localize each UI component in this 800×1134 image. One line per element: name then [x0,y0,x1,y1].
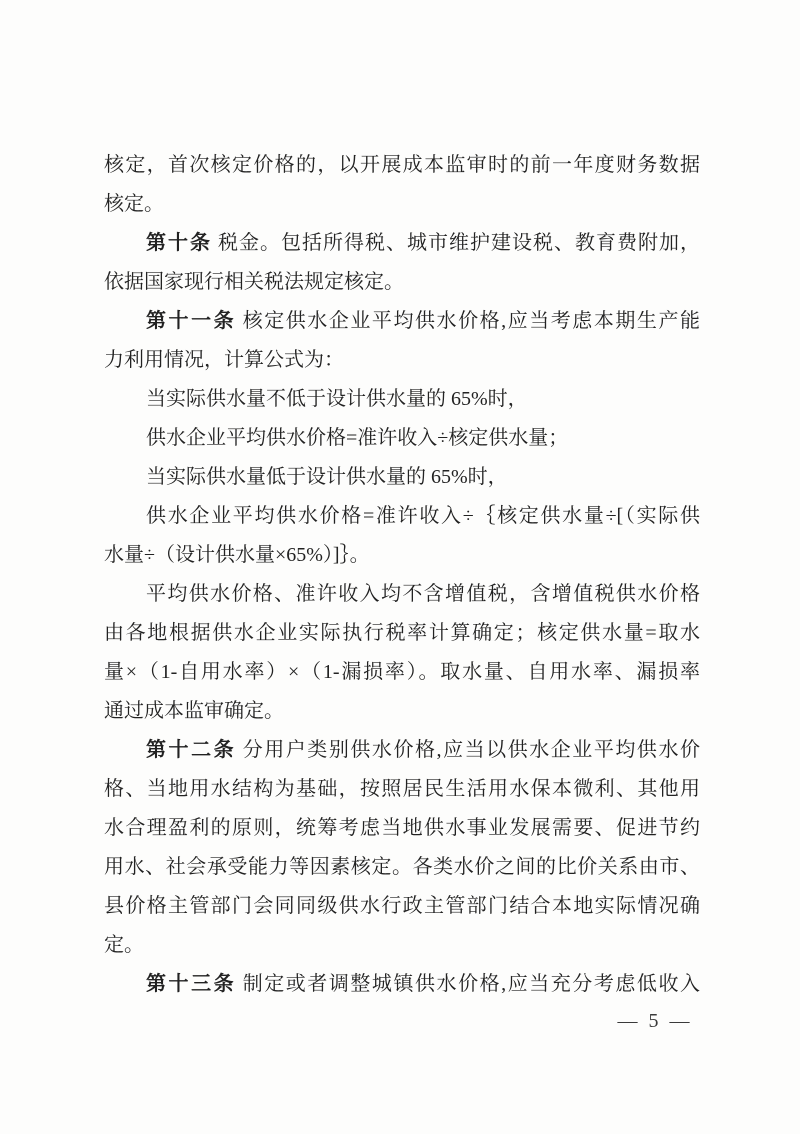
doc-line: 依据国家现行相关税法规定核定。 [104,271,404,293]
article-label: 第十三条 [146,973,237,995]
doc-line: 水合理盈利的原则，统筹考虑当地供水事业发展需要、促进节约 [104,817,700,839]
article-label: 第十条 [146,232,212,254]
doc-line [104,965,700,1004]
line-text: 税金。包括所得税、城市维护建设税、教育费附加， [212,232,700,254]
article-label: 第十一条 [146,310,237,332]
doc-line: 当实际供水量不低于设计供水量的 65%时， [146,388,528,410]
doc-line [104,731,700,770]
doc-line: 通过成本监审确定。 [104,700,284,722]
line-text: 分用户类别供水价格,应当以供水企业平均供水价 [236,739,701,761]
doc-line: 供水企业平均供水价格=准许收入÷核定供水量； [146,427,569,449]
doc-line: 格、当地用水结构为基础，按照居民生活用水保本微利、其他用 [104,778,700,800]
doc-line: 平均供水价格、准许收入均不含增值税，含增值税供水价格 [146,583,700,605]
doc-line: 核定。 [104,193,164,215]
doc-line [104,224,700,263]
doc-line: 力利用情况，计算公式为： [104,349,344,371]
article-label: 第十二条 [146,739,237,761]
doc-line: 县价格主管部门会同同级供水行政主管部门结合本地实际情况确 [104,895,700,917]
doc-line: 定。 [104,934,144,956]
doc-line: 当实际供水量低于设计供水量的 65%时， [146,466,508,488]
page-number: — 5 — [617,1010,693,1032]
doc-line: 核定，首次核定价格的，以开展成本监审时的前一年度财务数据 [104,154,700,176]
doc-line: 量×（1-自用水率）×（1-漏损率）。取水量、自用水率、漏损率 [104,661,700,683]
doc-line: 用水、社会承受能力等因素核定。各类水价之间的比价关系由市、 [104,856,700,878]
line-text: 制定或者调整城镇供水价格,应当充分考虑低收入 [236,973,701,995]
document-text-block [104,146,700,1004]
doc-line: 由各地根据供水企业实际执行税率计算确定；核定供水量=取水 [104,622,700,644]
line-text: 核定供水企业平均供水价格,应当考虑本期生产能 [236,310,701,332]
doc-line: 水量÷（设计供水量×65%）]｝。 [104,544,370,566]
doc-line: 供水企业平均供水价格=准许收入÷｛核定供水量÷[（实际供 [146,505,700,527]
doc-line [104,302,700,341]
